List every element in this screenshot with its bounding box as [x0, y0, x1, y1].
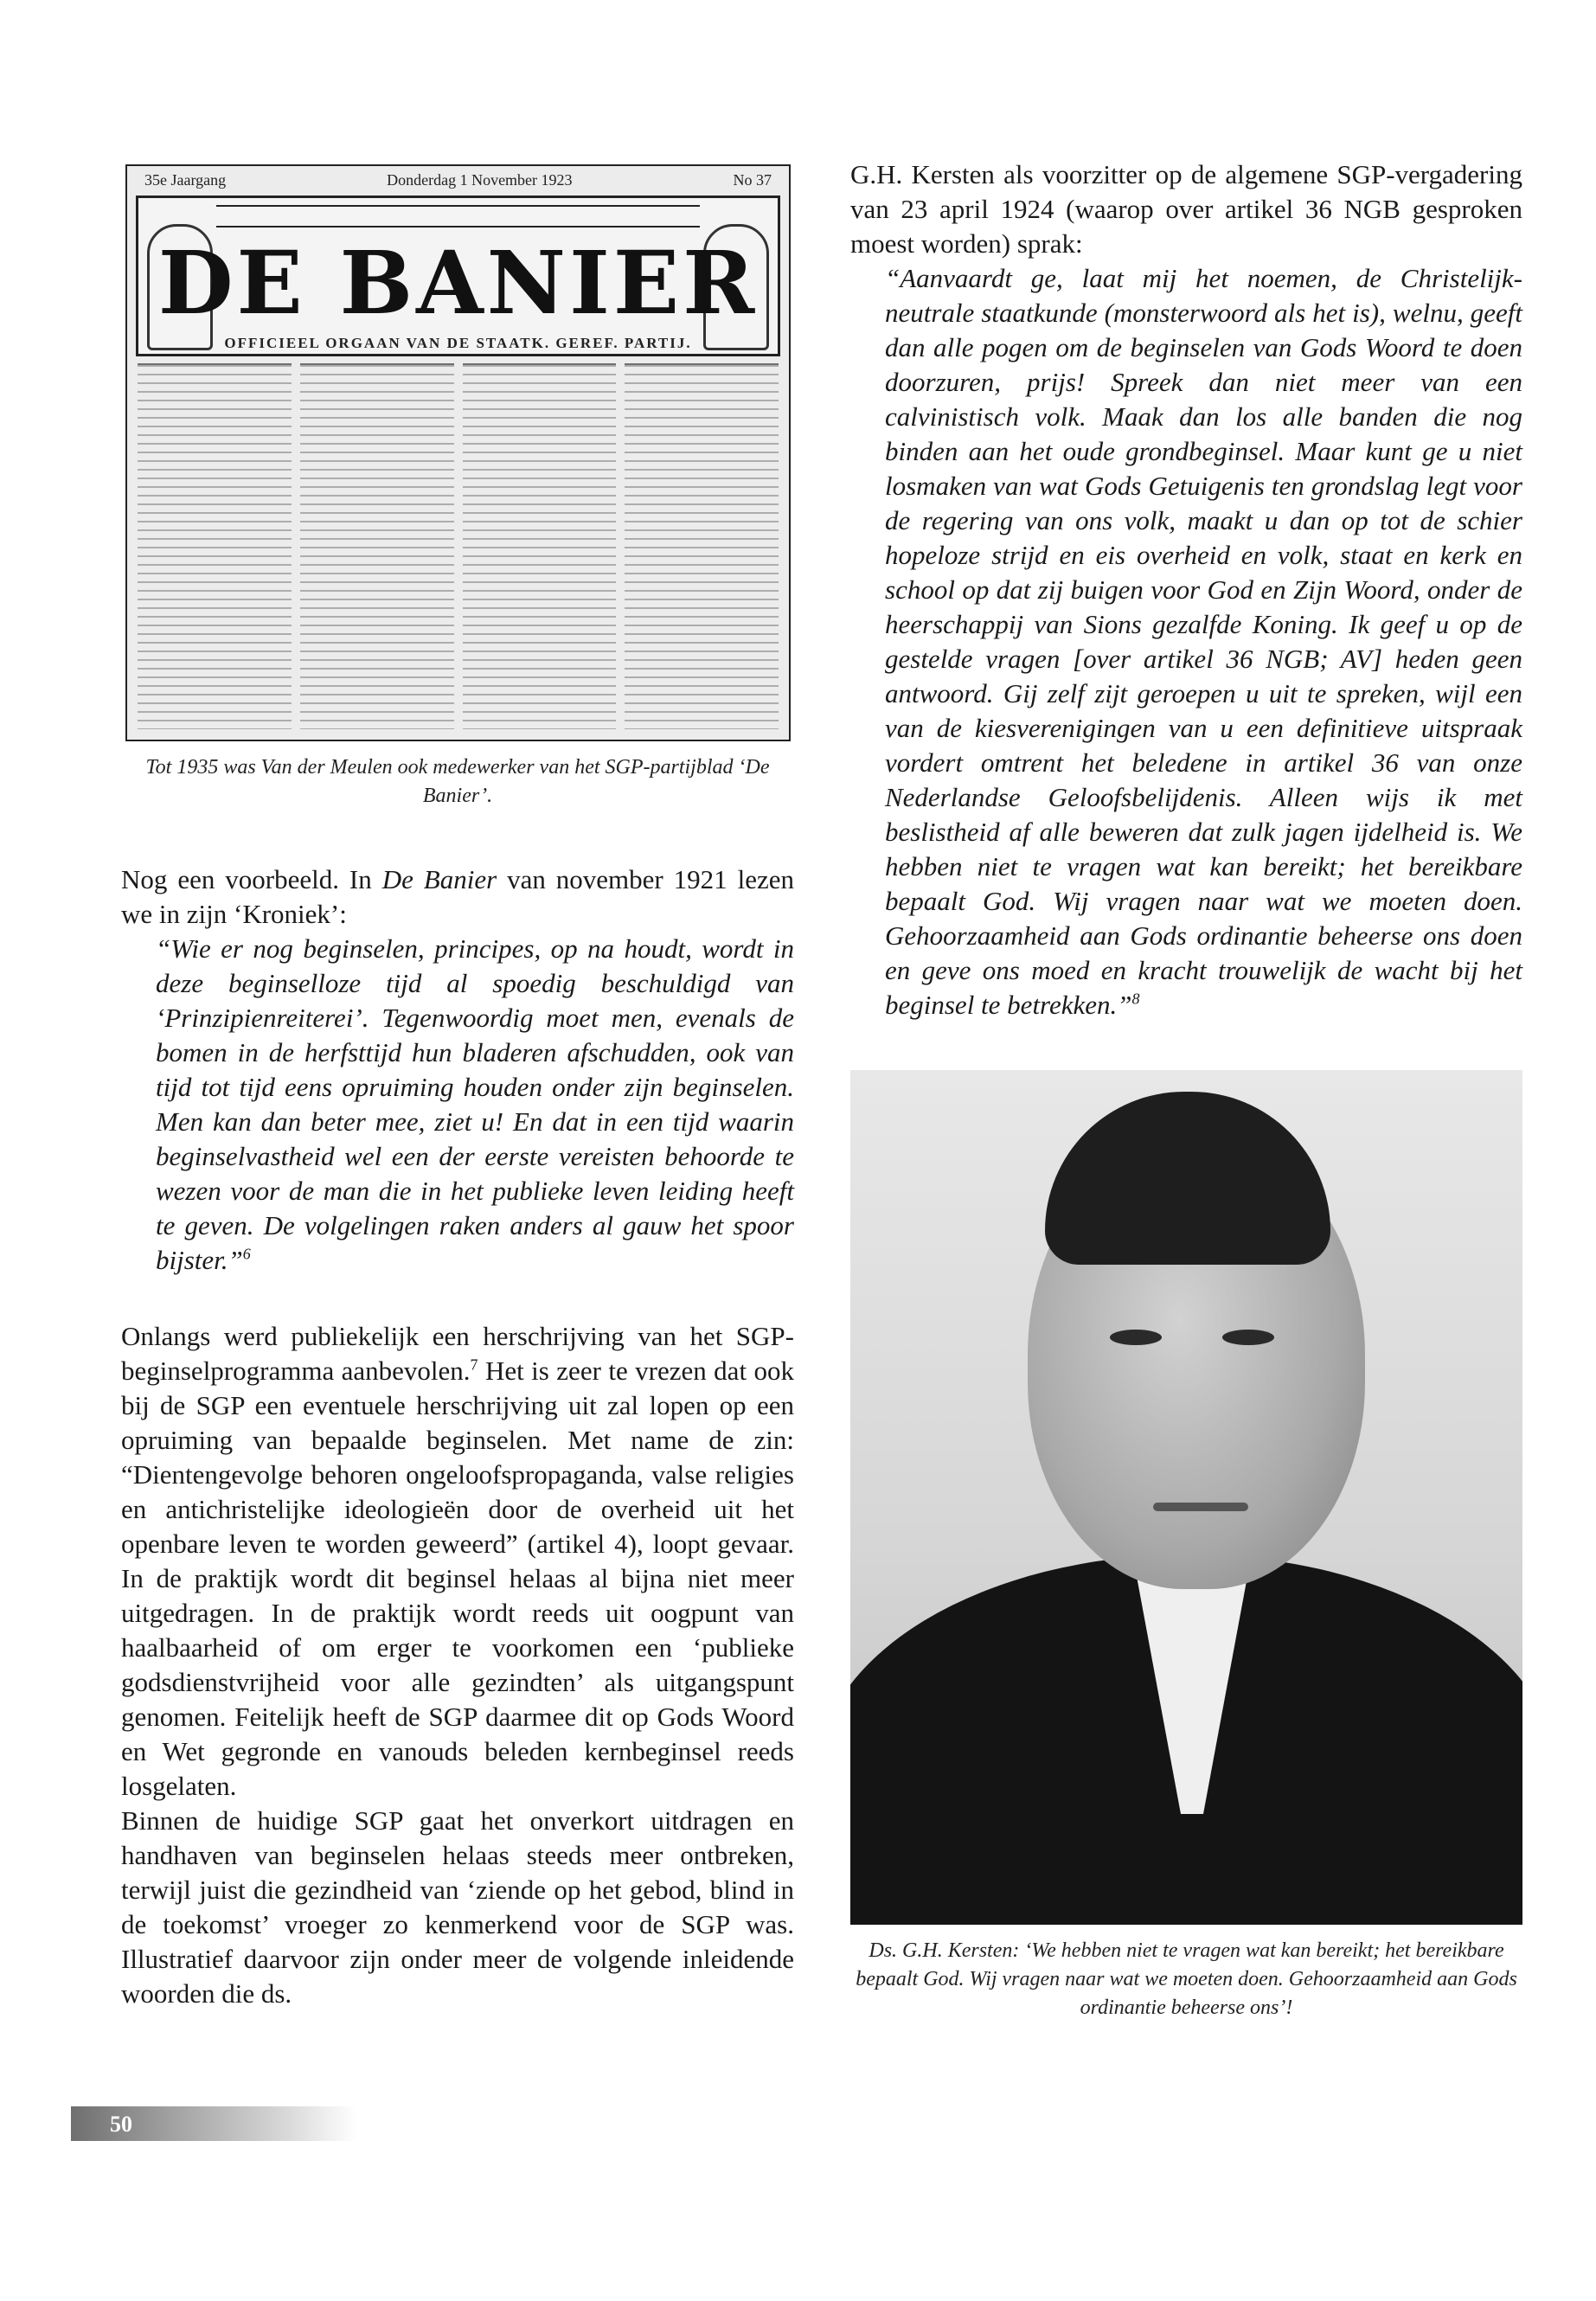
newspaper-caption: Tot 1935 was Van der Meulen ook medewerker van het SGP-partijblad ‘De Banier’.: [145, 756, 770, 807]
paragraph-nog-een-voorbeeld: [121, 862, 794, 932]
paragraph-kersten-intro: G.H. Kersten als voorzitter op de algemene SGP-vergadering van 23 april 1924 (waarop over artikel 36 NGB gesproken moest worden) sprak:: [850, 159, 1522, 259]
newspaper-column: [625, 363, 779, 729]
portrait-hair: [1045, 1092, 1330, 1265]
text-run: Onlangs werd publiekelijk een herschrijving van het SGP-beginselprogramma aanbevolen.: [121, 1321, 794, 1386]
quote-text: “Wie er nog beginselen, principes, op na houdt, wordt in deze beginselloze tijd al spoedig beschuldigd van ‘Prinzipienreiterei’. Tegenwoordig moet men, evenals de bomen in de herfsttijd hun bladeren afschudden, ook van tijd tot tijd eens opruiming houden onder zijn beginselen. Men kan dan beter mee, ziet u! En dat in een tijd waarin beginselvastheid wel een der eerste vereisten behoorde te wezen voor de man die in het publieke leven leiding heeft te geven. De volgelingen raken anders al gauw het spoor bijster.”: [156, 933, 794, 1275]
masthead-strip: [216, 205, 700, 228]
footnote-ref-8: 8: [1131, 990, 1140, 1008]
text-run: van november 1921 lezen we in zijn ‘Kroniek’:: [121, 864, 795, 929]
quote-kroniek: [156, 932, 794, 1278]
footnote-ref-6: 6: [242, 1245, 251, 1263]
newspaper-masthead: [136, 195, 780, 356]
newspaper-subtitle: OFFICIEEL ORGAAN VAN DE STAATK. GEREF. PARTIJ.: [224, 335, 692, 351]
quote-kersten: [885, 261, 1522, 1022]
newspaper-header-line: [127, 166, 789, 189]
portrait-mouth: [1153, 1503, 1248, 1511]
portrait-eye-left: [1110, 1330, 1162, 1345]
newspaper-column: [463, 363, 617, 729]
footnote-ref-7: 7: [470, 1356, 478, 1374]
paragraph-binnen-de-huidige: Binnen de huidige SGP gaat het onverkort uitdragen en handhaven van beginselen helaas steeds meer ontbreken, terwijl juist die gezindheid van ‘ziende op het gebod, blind in de toekomst’ vroeger zo kenmerkend voor de SGP was. Illustratief daarvoor zijn onder meer de volgende inleidende woorden die ds.: [121, 1805, 794, 2009]
text-run: Nog een voorbeeld. In: [121, 864, 382, 894]
newspaper-columns: [138, 363, 779, 729]
newspaper-date: Donderdag 1 November 1923: [387, 171, 573, 189]
newspaper-title: DE BANIER: [157, 232, 759, 334]
page-number: 50: [110, 2112, 132, 2137]
quote-text: “Aanvaardt ge, laat mij het noemen, de Christelijk-neutrale staatkunde (monsterwoord als het is), welnu, geeft dan alle pogen om de beginselen van Gods Woord te doen doorzuren, prijs! Spreek dan niet meer van een calvinistisch volk. Maak dan los alle banden die nog binden aan het oude grondbeginsel. Maar kunt ge u niet losmaken van wat Gods Getuigenis ten grondslag legt voor de regering van ons volk, maakt u dan op tot de schier hopeloze strijd en eis overheid en volk, staat en kerk en school op dat zij buigen voor God en Zijn Woord, onder de heerschappij van Sions gezalfde Koning. Ik geef u op de gestelde vragen [over artikel 36 NGB; AV] heden geen antwoord. Gij zelf zijt geroepen u uit te spreken, wijl een van de kiesverenigingen van u een definitieve uitspraak vordert omtrent het beledene in artikel 36 van onze Nederlandse Geloofsbelijdenis. Alleen wijs ik met beslistheid af alle beweren dat zulk jagen ijdelheid is. We hebben niet te vragen wat kan bereikt; het bereikbare bepaalt God. Wij vragen naar wat we moeten doen. Gehoorzaamheid aan Gods ordinantie beheerse ons doen en geve ons moed en kracht trouwelijk de wacht bij het beginsel te betrekken.”: [885, 263, 1522, 1020]
right-column: [850, 159, 1522, 2022]
emphasis-de-banier: De Banier: [381, 864, 497, 894]
portrait-photo-kersten: [850, 1070, 1522, 1925]
newspaper-volume: 35e Jaargang: [144, 171, 227, 189]
newspaper-number: No 37: [733, 171, 772, 189]
portrait-caption: Ds. G.H. Kersten: ‘We hebben niet te vragen wat kan bereikt; het bereikbare bepaalt God. Wij vragen naar wat we moeten doen. Gehoorzaamheid aan Gods ordinantie beheerse ons’!: [856, 1939, 1517, 2019]
page-number-bar: [71, 2106, 356, 2141]
newspaper-column: [138, 363, 292, 729]
left-column: [121, 164, 794, 2011]
newspaper-image: [125, 164, 791, 741]
text-run: Het is zeer te vrezen dat ook bij de SGP een eventuele herschrijving uit zal lopen op een opruiming van bepaalde beginselen. Met name de zin: “Dientengevolge behoren ongeloofspropaganda, valse religies en antichristelijke ideologieën door de overheid uit het openbare leven te worden geweerd” (artikel 4), loopt gevaar. In de praktijk wordt dit beginsel helaas al bijna niet meer uitgedragen. In de praktijk wordt reeds uit oogpunt van haalbaarheid of om erger te voorkomen een ‘publieke godsdienstvrijheid voor alle gezindten’ als uitgangspunt genomen. Feitelijk heeft de SGP daarmee dit op Gods Woord en Wet gegronde en vanouds beleden kernbeginsel reeds losgelaten.: [121, 1356, 794, 1801]
portrait-eye-right: [1222, 1330, 1274, 1345]
newspaper-column: [300, 363, 454, 729]
paragraph-onlangs: [121, 1319, 794, 1804]
